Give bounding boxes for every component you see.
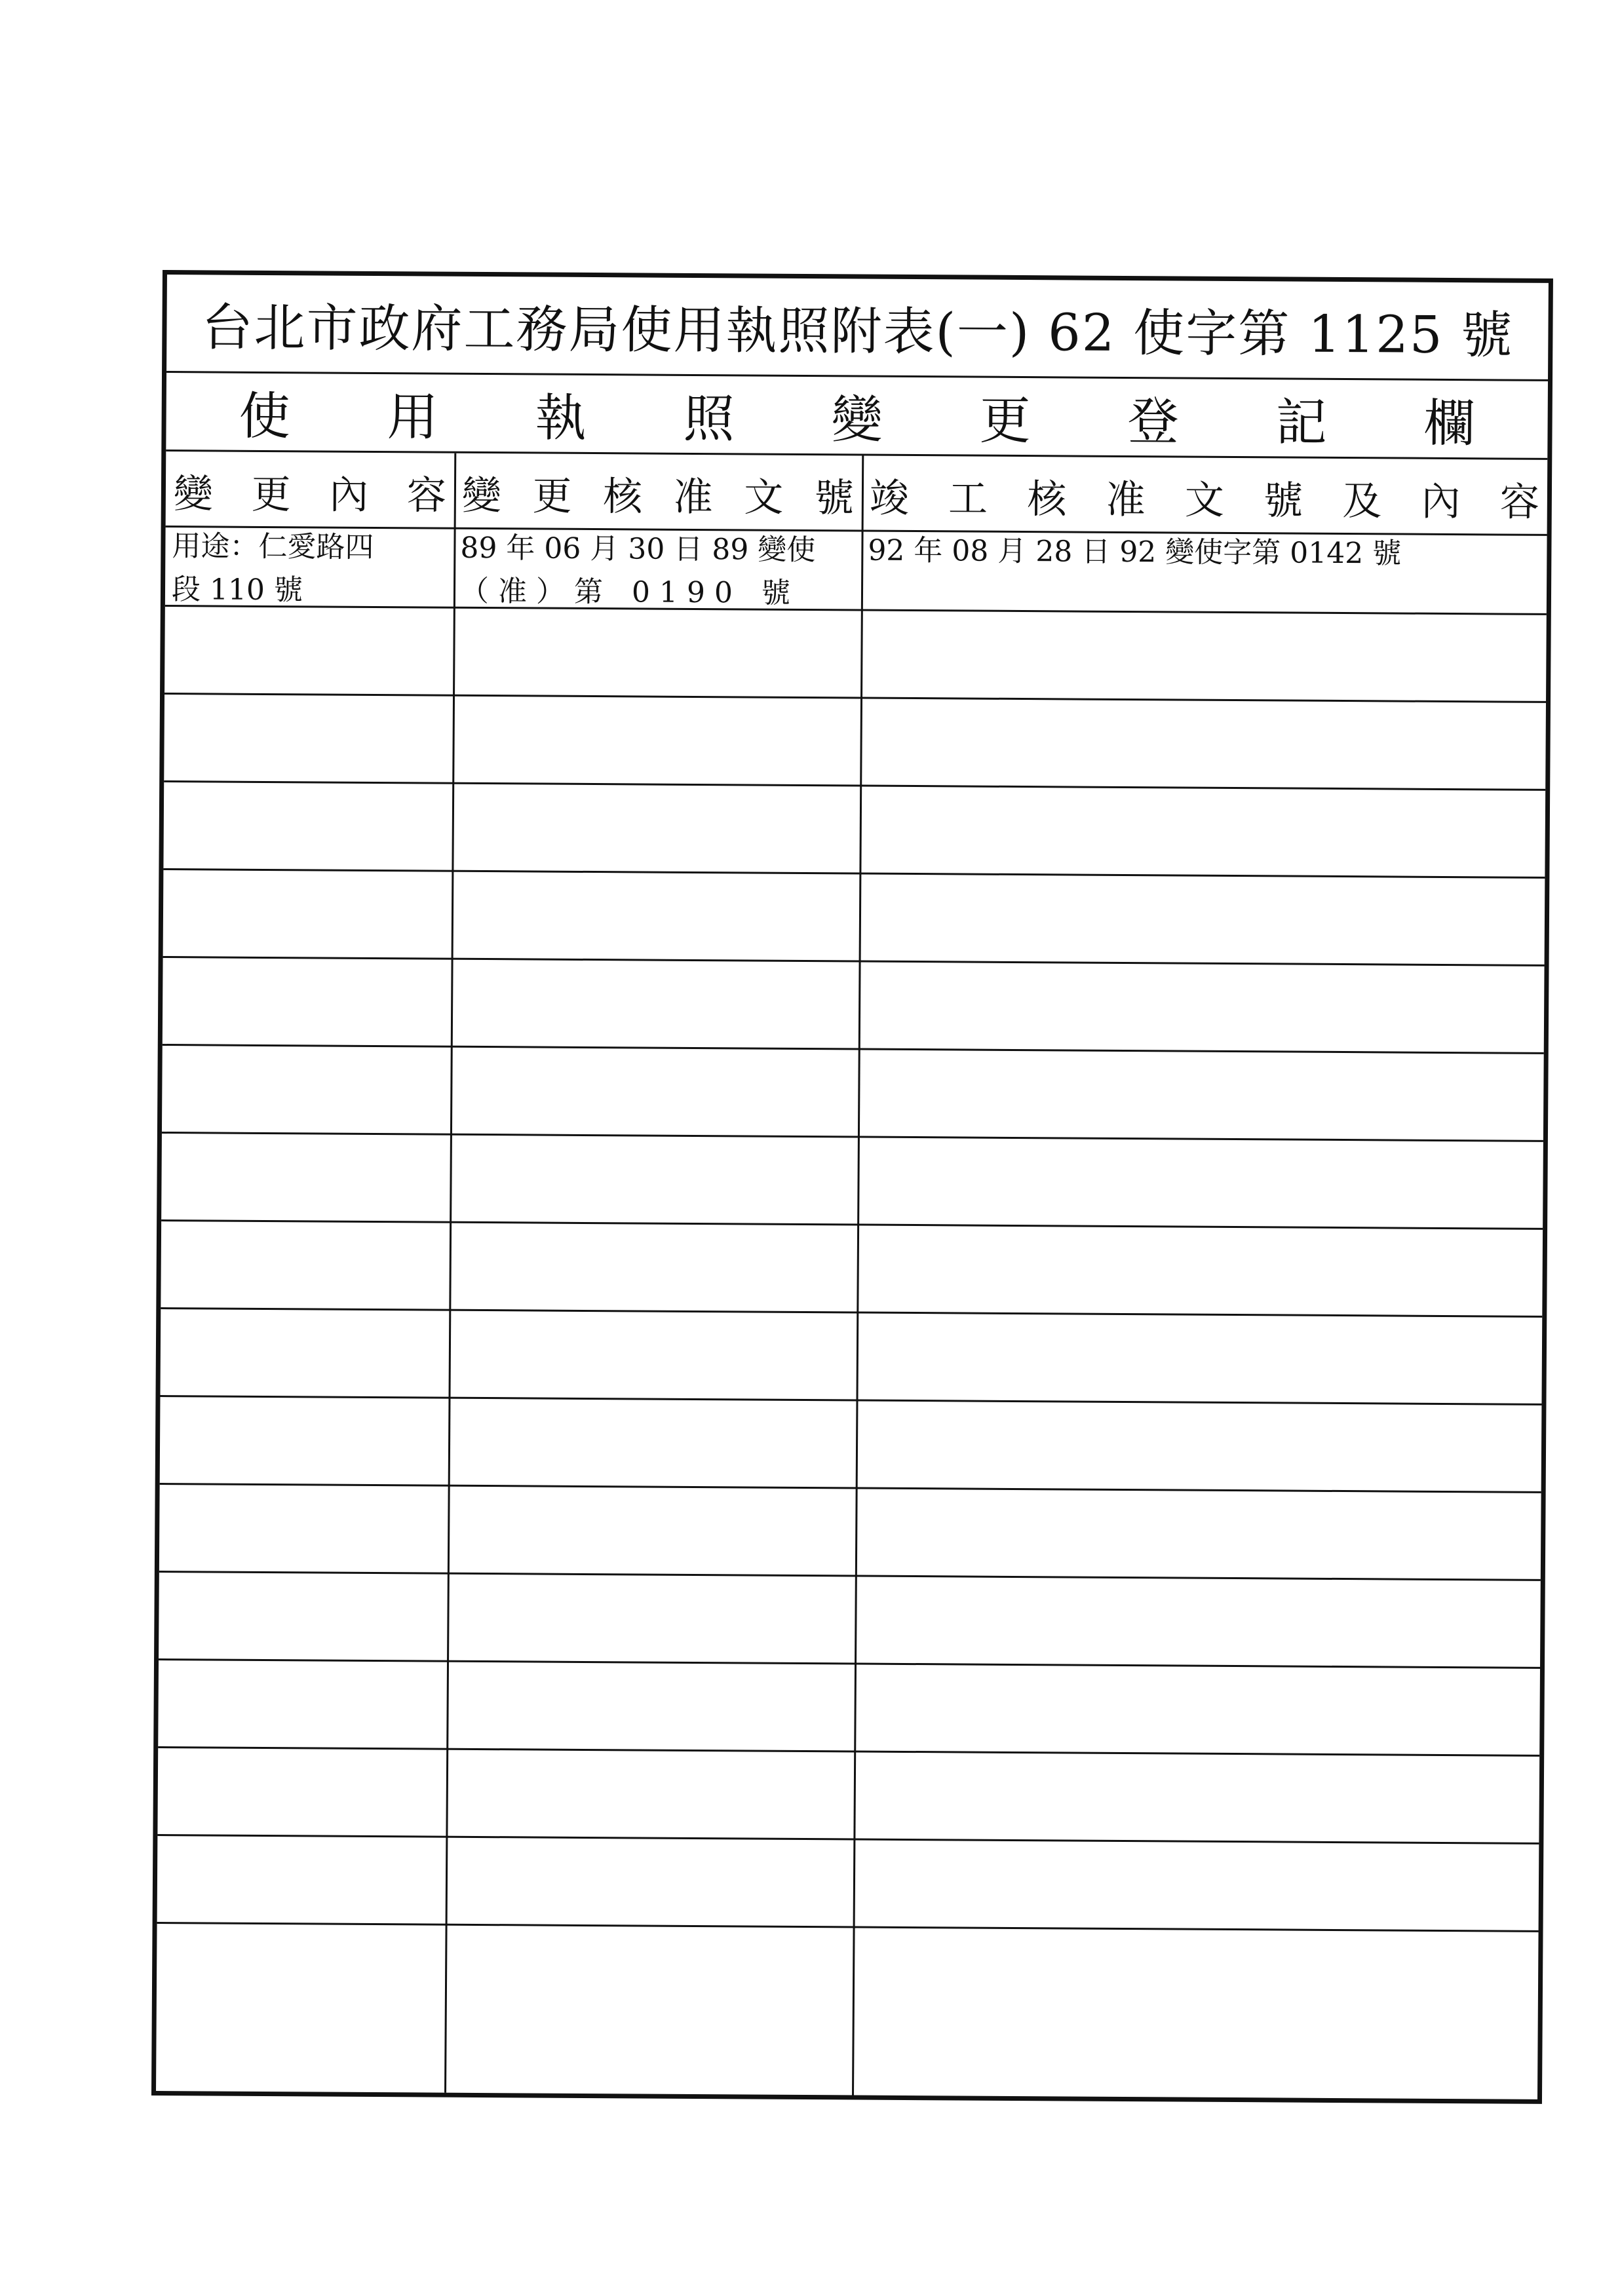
table-row-divider [163, 956, 1545, 966]
column-header-char: 核 [602, 474, 643, 520]
column-header-char: 變 [173, 471, 214, 518]
column-header-char: 號 [1263, 478, 1303, 524]
column-header-completion-approval [862, 456, 1548, 534]
column-header-char: 准 [1106, 476, 1146, 524]
table-row-divider [161, 1307, 1542, 1318]
change-approval-line: （ 准 ） 第 0 1 9 0 號 [459, 574, 791, 610]
column-header-change-content [166, 451, 455, 527]
column-header-char: 容 [406, 472, 447, 519]
column-header-char: 准 [673, 474, 713, 521]
column-header-char: 內 [1421, 478, 1461, 526]
column-header-char: 及 [1342, 478, 1382, 525]
column-header-char: 文 [1184, 477, 1225, 524]
column-header-char: 容 [1499, 479, 1540, 526]
form-title: 台北市政府工務局使用執照附表(一) 62 使字第 1125 號 [166, 275, 1549, 381]
table-row-divider [159, 1571, 1541, 1581]
change-approval-cell [460, 527, 816, 615]
table-row-divider [157, 1922, 1539, 1932]
column-header-char: 號 [814, 475, 855, 522]
column-header-row [166, 451, 1548, 536]
table-row-divider [159, 1658, 1540, 1669]
table-row-divider [158, 1746, 1539, 1757]
table-row-divider [163, 1044, 1544, 1054]
table-row-divider [157, 1834, 1539, 1845]
column-header-char: 文 [744, 474, 784, 521]
column-header-char: 工 [948, 476, 988, 522]
usage-license-form [151, 270, 1572, 2104]
column-header-char: 核 [1027, 476, 1067, 523]
column-header-char: 竣 [869, 475, 910, 522]
column-divider [444, 453, 456, 2093]
column-header-char: 更 [532, 473, 572, 520]
table-row-divider [160, 1395, 1541, 1406]
change-content-line: 用途：仁愛路四 [172, 529, 374, 564]
table-row-divider [161, 1219, 1543, 1230]
table-row-divider [163, 868, 1545, 879]
column-header-char: 變 [461, 472, 502, 520]
table-row-divider [160, 1483, 1541, 1493]
column-header-char: 內 [329, 472, 369, 518]
change-content-cell [172, 525, 374, 613]
column-divider [852, 456, 864, 2095]
column-header-change-approval-number [454, 453, 862, 530]
change-approval-line: 89 年 06 月 30 日 89 變使 [460, 531, 816, 567]
table-row-divider [164, 693, 1546, 703]
column-header-char: 更 [251, 471, 291, 518]
completion-approval-line: 92 年 08 月 28 日 92 變使字第 0142 號 [868, 533, 1402, 571]
table-row-divider [164, 780, 1545, 791]
form-subtitle: 使用執照變更登記欄 [166, 373, 1548, 460]
table-row-divider [162, 1132, 1543, 1142]
completion-approval-cell [868, 529, 1401, 576]
change-content-line: 段 110 號 [171, 573, 303, 607]
